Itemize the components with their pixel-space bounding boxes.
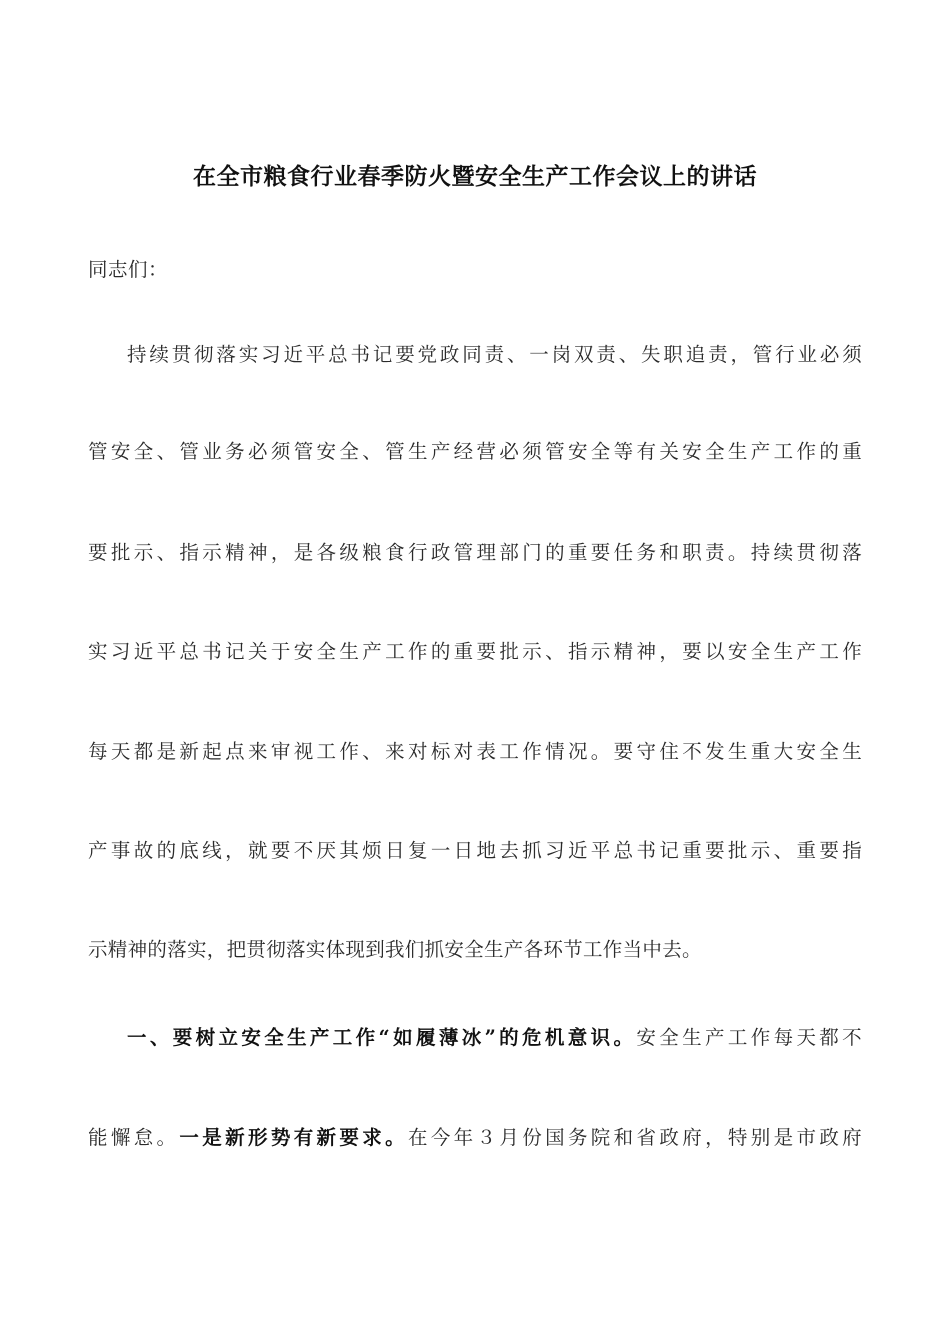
section-subheading: 一是新形势有新要求。 xyxy=(179,1126,408,1149)
section-text: 在今年３月份国务院和省政府，特别是市政府 xyxy=(407,1126,862,1149)
paragraph-line: 持续贯彻落实习近平总书记要党政同责、一岗双责、失职追责，管行业必须 xyxy=(127,343,862,366)
section-line xyxy=(88,1123,862,1153)
document-title: 在全市粮食行业春季防火暨安全生产工作会议上的讲话 xyxy=(193,163,757,190)
section-text: 能懈怠。 xyxy=(88,1126,180,1149)
paragraph-line: 要批示、指示精神，是各级粮食行政管理部门的重要任务和职责。持续贯彻落 xyxy=(88,541,862,564)
paragraph-line: 产事故的底线，就要不厌其烦日复一日地去抓习近平总书记重要批示、重要指 xyxy=(88,839,862,862)
salutation: 同志们： xyxy=(88,258,169,281)
section-line xyxy=(127,1023,862,1053)
paragraph-line: 示精神的落实，把贯彻落实体现到我们抓安全生产各环节工作当中去。 xyxy=(88,938,702,961)
paragraph-line: 实习近平总书记关于安全生产工作的重要批示、指示精神，要以安全生产工作 xyxy=(88,640,862,663)
paragraph-line: 管安全、管业务必须管安全、管生产经营必须管安全等有关安全生产工作的重 xyxy=(88,440,862,463)
paragraph-line: 每天都是新起点来审视工作、来对标对表工作情况。要守住不发生重大安全生 xyxy=(88,740,862,763)
section-text: 安全生产工作每天都不 xyxy=(636,1026,862,1049)
section-heading: 一、要树立安全生产工作“如履薄冰”的危机意识。 xyxy=(127,1026,637,1049)
